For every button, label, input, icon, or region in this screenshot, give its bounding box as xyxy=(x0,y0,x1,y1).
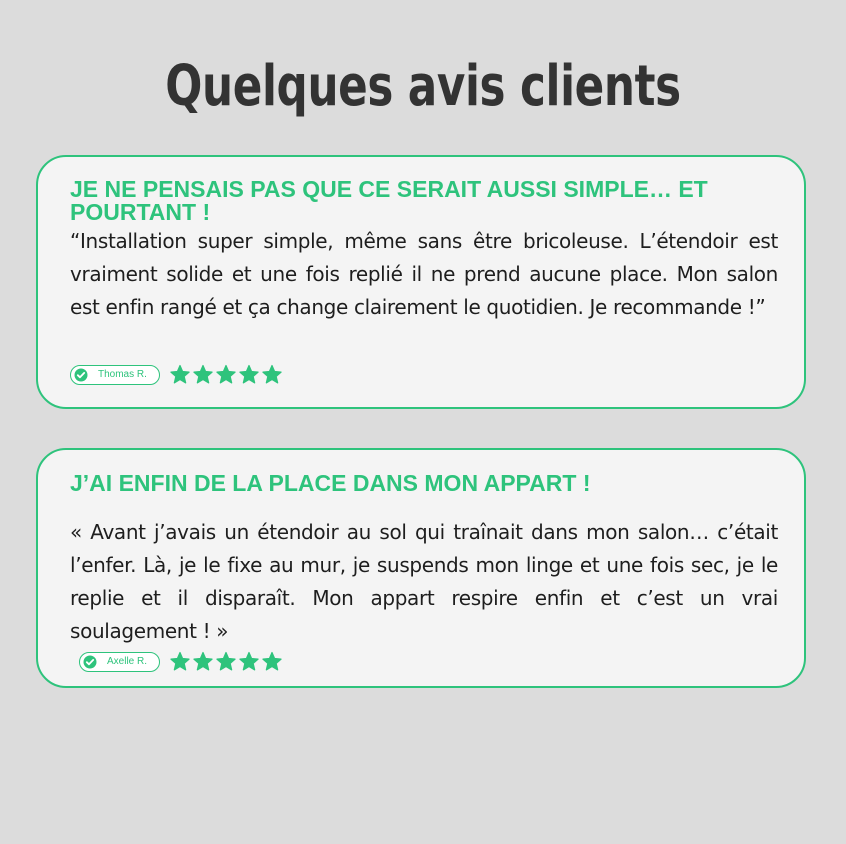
star-icon xyxy=(238,651,260,672)
star-icon xyxy=(215,651,237,672)
review-footer xyxy=(70,364,284,385)
review-title: JE NE PENSAIS PAS QUE CE SERAIT AUSSI SIMPLE… ET POURTANT ! xyxy=(70,176,708,225)
author-badge xyxy=(79,652,160,672)
star-icon xyxy=(192,364,214,385)
star-rating xyxy=(169,651,284,672)
star-icon xyxy=(238,364,260,385)
review-card xyxy=(36,155,806,409)
star-icon xyxy=(169,651,191,672)
review-footer xyxy=(79,651,284,672)
author-name: Thomas R. xyxy=(98,369,147,380)
review-title: J’AI ENFIN DE LA PLACE DANS MON APPART ! xyxy=(70,470,591,496)
star-icon xyxy=(169,364,191,385)
review-text: “Installation super simple, même sans être bricoleuse. L’étendoir est vraiment solide et une fois replié il ne prend aucune place. Mon salon est enfin rangé et ça change clairement le quotidien. Je recommande !” xyxy=(70,229,778,319)
star-icon xyxy=(192,651,214,672)
review-card xyxy=(36,448,806,688)
review-text: « Avant j’avais un étendoir au sol qui traînait dans mon salon… c’était l’enfer. Là, je le fixe au mur, je suspends mon linge et une fois sec, je le replie et il disparaît. Mon appart respire enfin et c’est un vrai soulagement ! » xyxy=(70,520,778,643)
check-circle-icon xyxy=(83,655,97,669)
author-badge xyxy=(70,365,160,385)
author-name: Axelle R. xyxy=(107,656,148,667)
page-title: Quelques avis clients xyxy=(165,54,681,119)
check-circle-icon xyxy=(74,368,88,382)
star-icon xyxy=(215,364,237,385)
star-icon xyxy=(261,364,283,385)
star-icon xyxy=(261,651,283,672)
star-rating xyxy=(169,364,284,385)
